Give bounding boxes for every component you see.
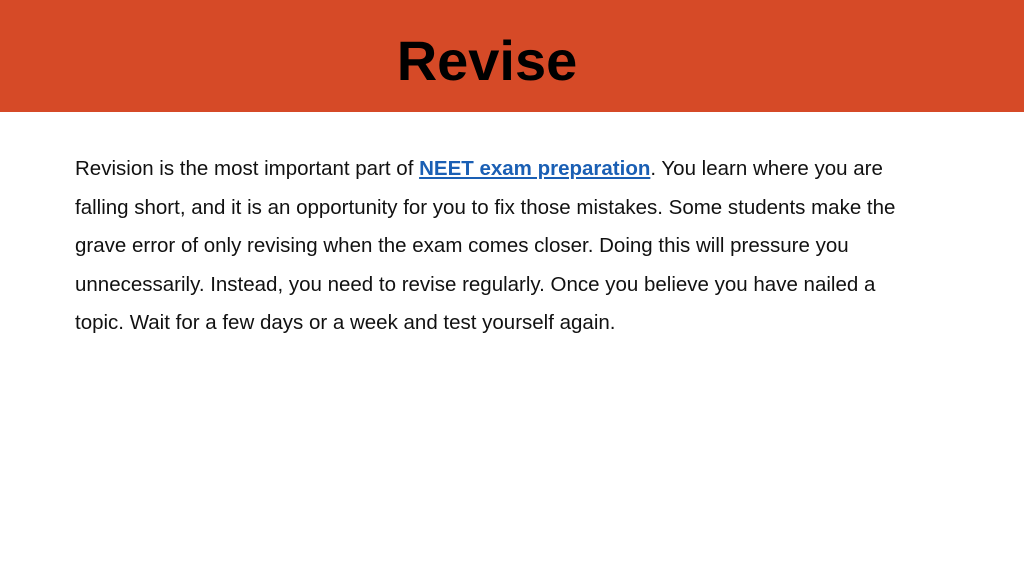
body-paragraph <box>75 150 905 343</box>
title-bar <box>0 0 1024 112</box>
neet-exam-preparation-link[interactable]: NEET exam preparation <box>419 157 651 180</box>
paragraph-text-start: Revision is the most important part of <box>75 157 420 180</box>
paragraph-text-end: . You learn where you are falling short, and it is an opportunity for you to fix those mistakes. Some students make the grave error of only revising when the exam comes closer. Doing this will pressure you unnecessarily. Instead, you need to revise regularly. Once you believe you have nailed a topic. Wait for a few days or a week and test yourself again. <box>75 157 896 334</box>
slide-title: Revise <box>396 29 578 92</box>
